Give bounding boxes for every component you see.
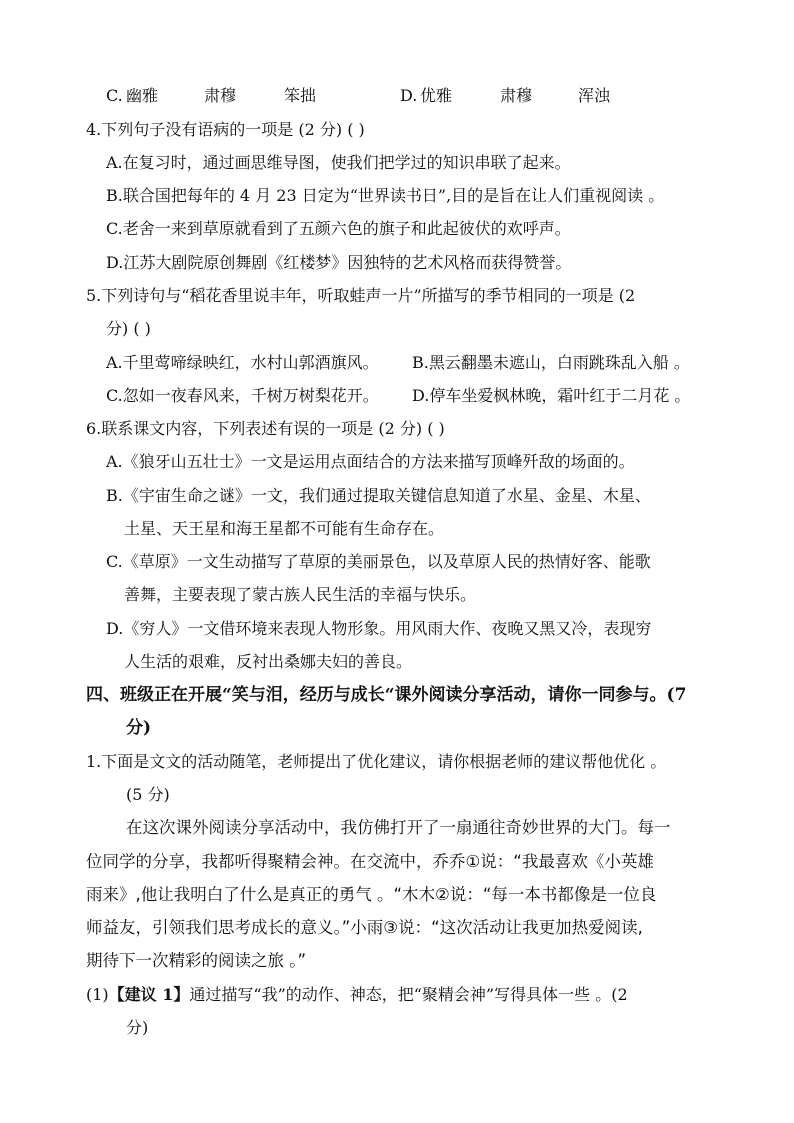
sub1-line1-text: 通过描写“我”的动作、神态，把“聚精会神”写得具体一些 。(2 — [189, 985, 628, 1004]
q5-option-c: C.忽如一夜春风来，千树万树梨花开。 — [106, 386, 379, 405]
q5-option-a: A.千里莺啼绿映红，水村山郭酒旗风。 — [106, 353, 379, 372]
q4-stem: 4.下列句子没有语病的一项是 (2 分) ( ) — [86, 120, 365, 139]
q5-option-d: D.停车坐爱枫林晚，霜叶红于二月花 。 — [412, 386, 691, 405]
q6-option-d-line1: D.《穷人》一文借环境来表现人物形象。用风雨大作、夜晚又黑又冷，表现穷 — [106, 619, 652, 638]
q5-stem-line1: 5.下列诗句与“稻花香里说丰年，听取蛙声一片”所描写的季节相同的一项是 (2 — [86, 286, 636, 305]
q1-stem-line1: 1.下面是文文的活动随笔，老师提出了优化建议，请你根据老师的建议帮他优化 。 — [86, 752, 667, 771]
passage-line2: 位同学的分享，我都听得聚精会神。在交流中，乔乔①说：“我最喜欢《小英雄 — [86, 852, 654, 871]
q3-option-d-label: D. — [400, 86, 418, 105]
q3-option-d-word3: 浑浊 — [578, 86, 611, 105]
sub1-suggestion-tag: 【建议 1】 — [108, 985, 190, 1004]
q6-option-c-line1: C.《草原》一文生动描写了草原的美丽景色，以及草原人民的热情好客、能歌 — [106, 552, 651, 571]
q3-option-c-word1: 幽雅 — [126, 86, 159, 105]
passage-line4: 师益友，引领我们思考成长的意义。”小雨③说：“这次活动让我更加热爱阅读, — [86, 918, 643, 937]
sub1-number: (1) — [86, 985, 109, 1004]
q4-option-b: B.联合国把每年的 4 月 23 日定为“世界读书日”,目的是旨在让人们重视阅读 。 — [106, 186, 665, 205]
q3-option-d-word1: 优雅 — [420, 86, 453, 105]
q1-stem-line2: (5 分) — [126, 785, 170, 804]
section4-heading-line2: 分) — [126, 718, 152, 738]
q6-option-b-line1: B.《宇宙生命之谜》一文，我们通过提取关键信息知道了水星、金星、木星、 — [106, 486, 651, 505]
q6-option-d-line2: 人生活的艰难，反衬出桑娜夫妇的善良。 — [124, 652, 413, 671]
q3-option-c-word2: 肃穆 — [204, 86, 237, 105]
q6-option-b-line2: 土星、天王星和海王星都不可能有生命存在。 — [124, 519, 445, 538]
q3-option-c-label: C. — [106, 86, 123, 105]
sub1-line2: 分) — [126, 1018, 149, 1037]
q4-option-d: D.江苏大剧院原创舞剧《红楼梦》因独特的艺术风格而获得赞誉。 — [106, 253, 572, 272]
passage-line1: 在这次课外阅读分享活动中，我仿佛打开了一扇通往奇妙世界的大门。每一 — [126, 818, 671, 837]
section4-heading-line1: 四、班级正在开展“笑与泪，经历与成长“课外阅读分享活动，请你一同参与。(7 — [86, 685, 687, 705]
passage-line5: 期待下一次精彩的阅读之旅 。” — [86, 951, 307, 970]
q4-option-c: C.老舍一来到草原就看到了五颜六色的旗子和此起彼伏的欢呼声。 — [106, 219, 571, 238]
q4-option-a: A.在复习时，通过画思维导图，使我们把学过的知识串联了起来。 — [106, 153, 571, 172]
q3-option-c-word3: 笨拙 — [284, 86, 317, 105]
passage-line3: 雨来》,他让我明白了什么是真正的勇气 。“木木②说：“每一本书都像是一位良 — [86, 885, 657, 904]
q6-option-c-line2: 善舞，主要表现了蒙古族人民生活的幸福与快乐。 — [124, 585, 477, 604]
q5-option-b: B.黑云翻墨未遮山，白雨跳珠乱入船 。 — [412, 353, 690, 372]
q3-option-d-word2: 肃穆 — [500, 86, 533, 105]
sub1-line1 — [86, 985, 628, 1005]
q6-option-a: A.《狼牙山五壮士》一文是运用点面结合的方法来描写顶峰歼敌的场面的。 — [106, 452, 635, 471]
q6-stem: 6.联系课文内容，下列表述有误的一项是 (2 分) ( ) — [86, 419, 445, 438]
q5-stem-line2: 分) ( ) — [106, 319, 151, 338]
